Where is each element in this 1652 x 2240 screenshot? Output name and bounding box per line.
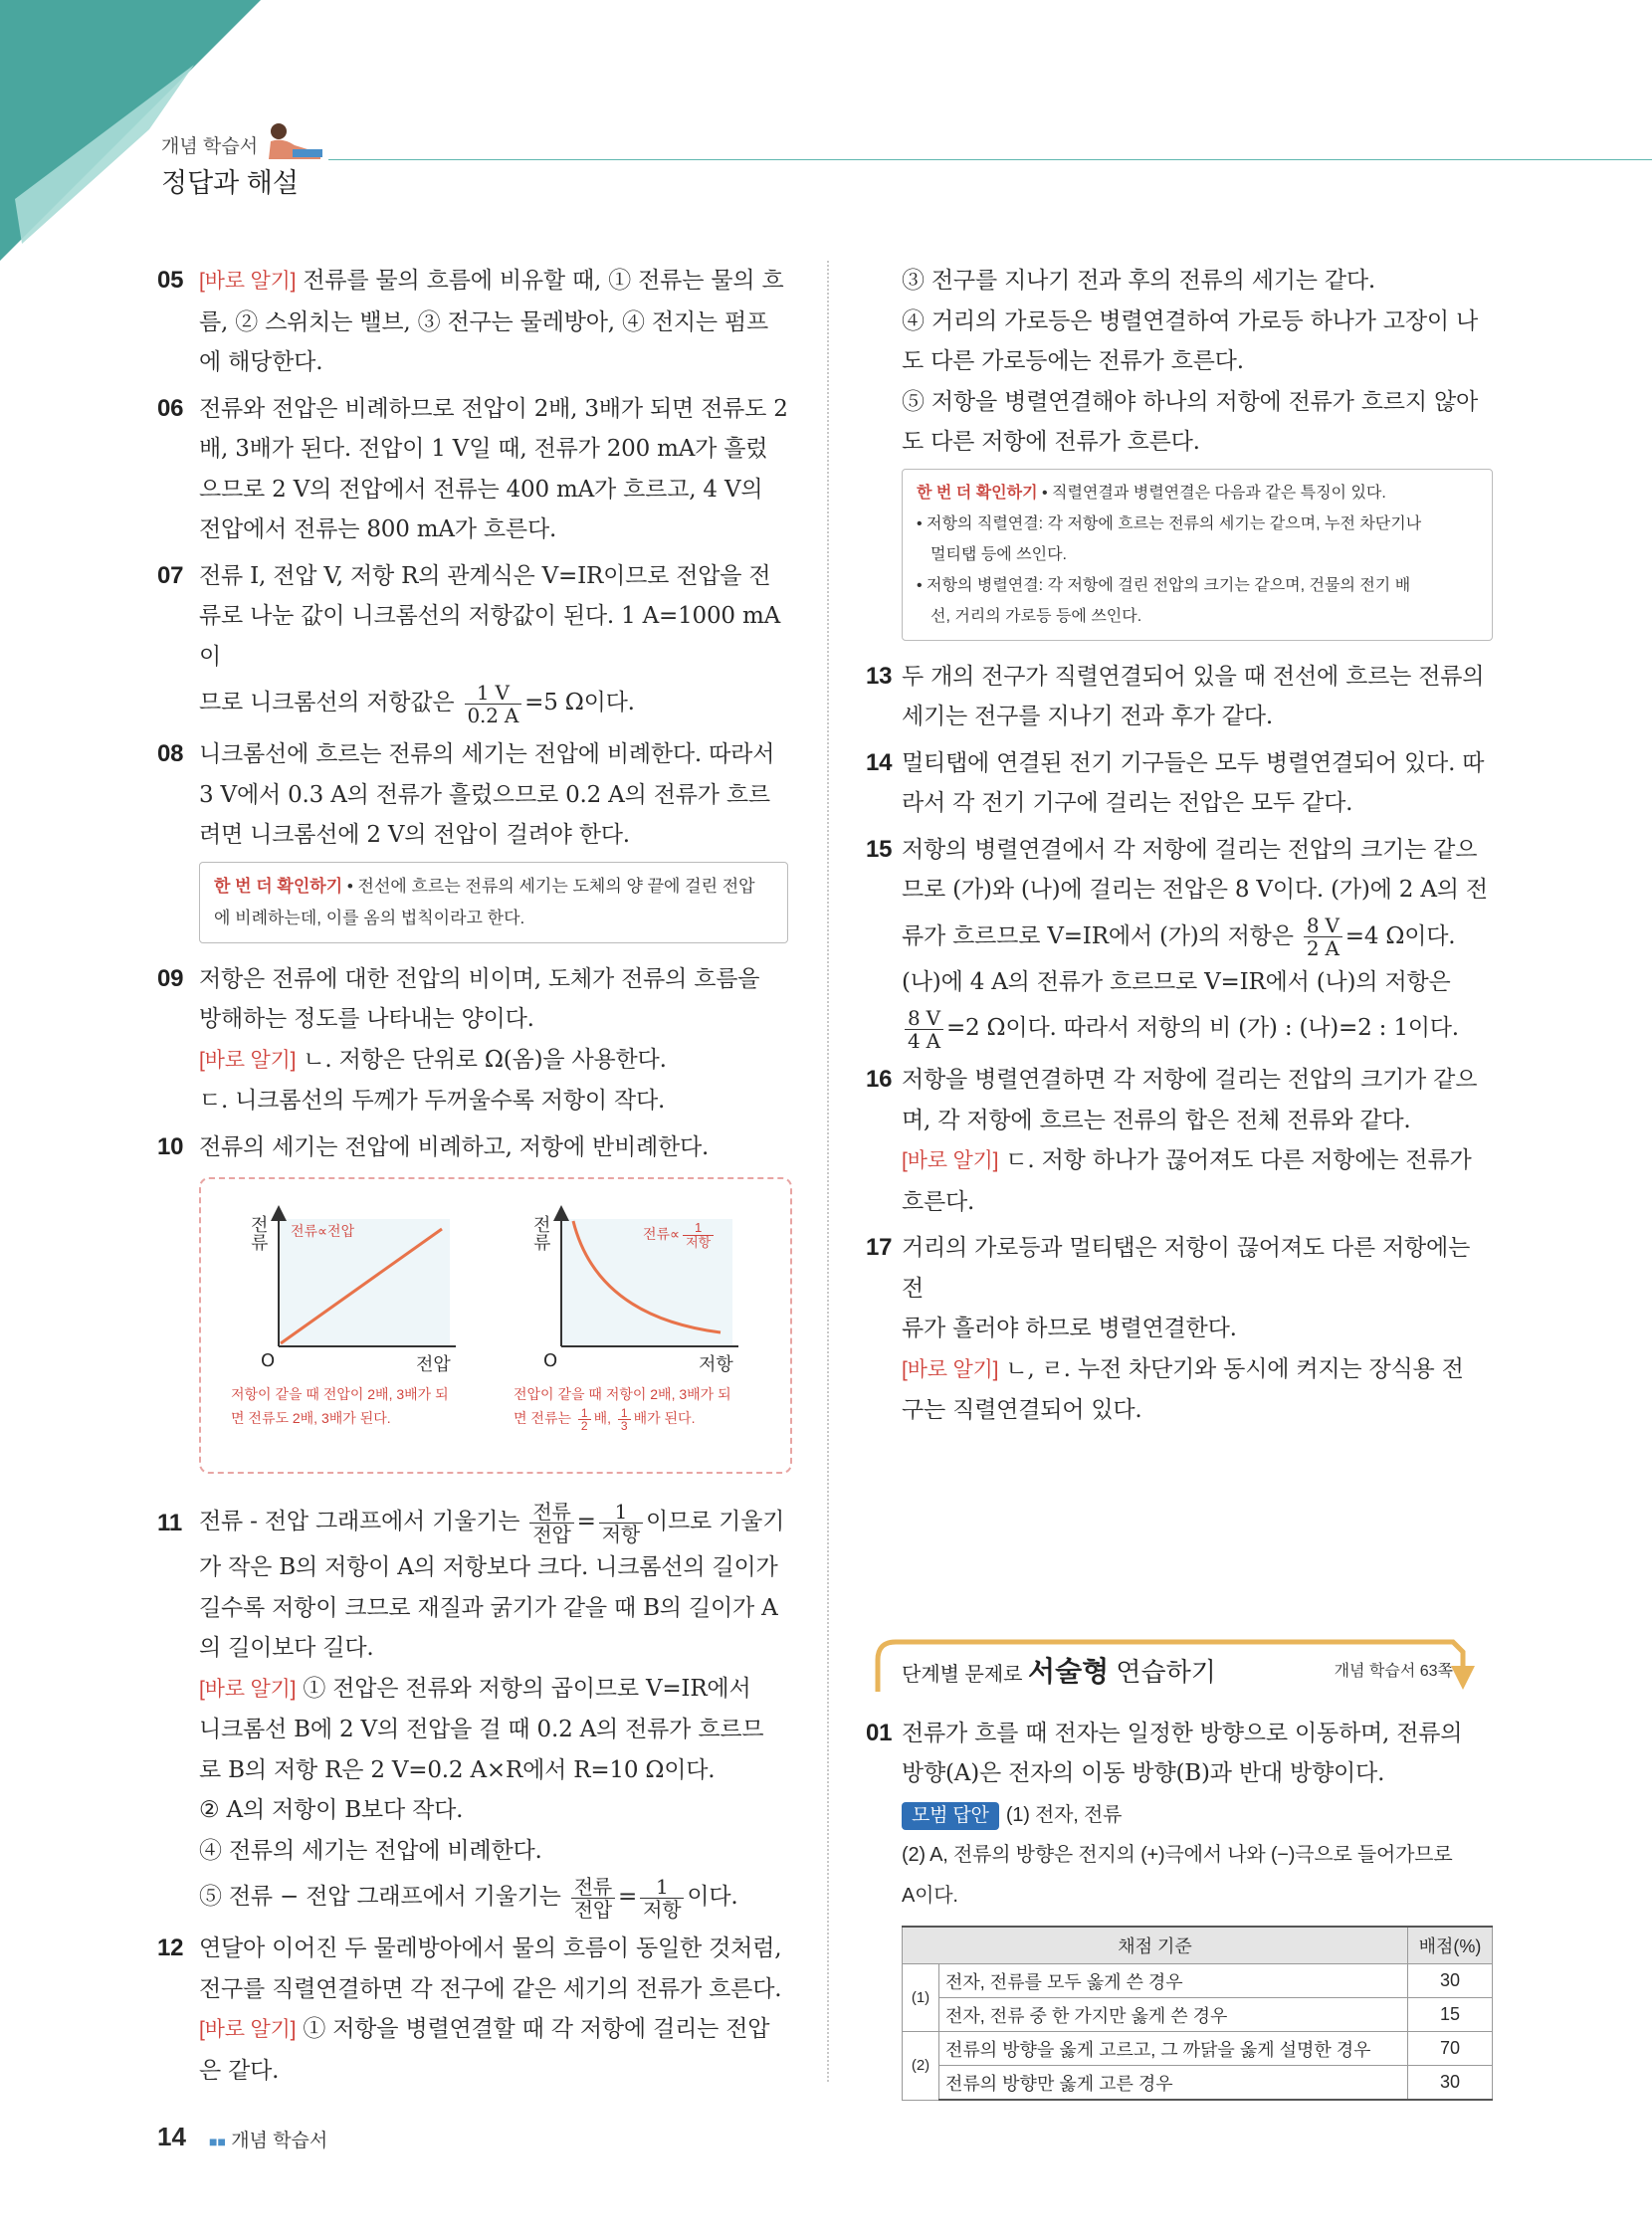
header-line: [328, 159, 1652, 160]
text-line: ⑤ 저항을 병렬연결해야 하나의 저항에 전류가 흐르지 않아: [902, 388, 1478, 415]
answer-09: [157, 959, 788, 1121]
relation-label: 전류∝ $\frac{1}{\text{저항}}$: [643, 1221, 717, 1250]
footer-label: ■■ 개념 학습서: [209, 2131, 328, 2151]
answer-06: [157, 389, 788, 550]
table-row: 전류의 방향만 옳게 고른 경우 30: [903, 2066, 1493, 2101]
answer-10: [157, 1127, 788, 1168]
caption: 전압이 같을 때 저항이 2배, 3배가 되 면 전류는 $\frac{1}{2}$ 배, $\frac{1}{3}$ 배가 된다.: [514, 1386, 731, 1433]
text-line: 전류와 전압은 비례하므로 전압이 2배, 3배가 되면 전류도 2: [199, 395, 788, 422]
answer-16: 16 저항을 병렬연결하면 각 저항에 걸리는 전압의 크기가 같으 며, 각 저항에 흐르는 전류의 합은 전체 전류와 같다. [바로 알기] ㄷ. 저항 하나가 끊어져도 다른 저항에는 전류가 흐른다.: [866, 1060, 1493, 1222]
header-subtitle: 개념 학습서: [161, 136, 259, 157]
text-line: ④ 거리의 가로등은 병렬연결하여 가로등 하나가 고장이 나: [902, 307, 1478, 334]
text-line: 니크롬선 B에 2 V의 전압을 걸 때 0.2 A의 전류가 흐르므: [199, 1717, 764, 1742]
correct-tag: [바로 알기]: [199, 1677, 297, 1701]
text-line: 류로 나눈 값이 니크롬선의 저항값이 된다. 1 A=1000 mA이: [199, 603, 780, 670]
answer-11: 11 전류 - 전압 그래프에서 기울기는 $\frac{\text{전류}}{\text{전압}}$ = $\frac{1}{\text{저항}}$ 이므로 기울기 가 작은 B의 저항이 A의 저항보다 크다. 니크롬선의 길이가 길수록 저항이 크므로 재질과 굵기가 같을 때 B의 길이가 A 의 길이보다 길다. [바로 알기] ① 전압은 전류와 저항의 곱이므로 V=IR에서 니크롬선 B에 2 V의 전압을 걸 때 0.2 A의 전류가 흐르므 로 B의 저항 R은 2 V=0.2 A×R에서 R=10 Ω이다. ② A의 저항이 B보다 작다. ④ 전류의 세기는 전압에 비례한다. ⑤ 전류 − 전압 그래프에서 기울기는 $\frac{\text{전류}}{\text{전압}}$ = $\frac{1}{\text{저항}}$ 이다.: [157, 1496, 788, 1923]
answer-14: 14 멀티탭에 연결된 전기 기구들은 모두 병렬연결되어 있다. 따 라서 각 전기 기구에 걸리는 전압은 모두 같다.: [866, 743, 1493, 824]
relation-label: 전류∝전압: [291, 1223, 355, 1239]
column-divider: [827, 261, 829, 2082]
correct-tag: [바로 알기]: [199, 1048, 297, 1072]
text-line: =5 Ω이다.: [524, 690, 635, 715]
text-line: 배, 3배가 된다. 전압이 1 V일 때, 전류가 200 mA가 흘렀: [199, 436, 768, 462]
answer-17: 17 거리의 가로등과 멀티탭은 저항이 끊어져도 다른 저항에는 전 류가 흘러야 하므로 병렬연결한다. [바로 알기] ㄴ, ㄹ. 누전 차단기와 동시에 켜지는 장식용 전 구는 직렬연결되어 있다.: [866, 1228, 1493, 1431]
text-line: 3 V에서 0.3 A의 전류가 흘렀으므로 0.2 A의 전류가 흐르: [199, 781, 770, 808]
text-line: 니크롬선에 흐르는 전류의 세기는 전압에 비례한다. 따라서: [199, 741, 775, 767]
item-number: 17: [866, 1234, 893, 1261]
item-number: 05: [157, 267, 184, 294]
y-axis-label: 전류: [533, 1215, 551, 1254]
answer-13: 13 두 개의 전구가 직렬연결되어 있을 때 전선에 흐르는 전류의 세기는 전구를 지나기 전과 후가 같다.: [866, 657, 1493, 737]
text-line: 전류의 세기는 전압에 비례하고, 저항에 반비례한다.: [199, 1133, 710, 1160]
scoring-table: [902, 1926, 1493, 2101]
reading-person-icon: [261, 119, 330, 161]
left-column: [157, 261, 788, 2097]
page-number: 14: [157, 2122, 186, 2151]
origin-label: O: [543, 1350, 558, 1371]
model-answer-badge: 모범 답안: [902, 1802, 999, 1830]
check-box: 한 번 더 확인하기 • 직렬연결과 병렬연결은 다음과 같은 특징이 있다. • 저항의 직렬연결: 각 저항에 흐르는 전류의 세기는 같으며, 누전 차단기나 멀티탭 등에 쓰인다. • 저항의 병렬연결: 각 저항에 걸린 전압의 크기는 같으며, 건물의 전기 배 선, 거리의 가로등 등에 쓰인다.: [902, 469, 1493, 641]
item-number: 06: [157, 394, 184, 422]
item-number: 12: [157, 1935, 184, 1961]
text-line: 방해하는 정도를 나타내는 양이다.: [199, 1006, 534, 1032]
correct-tag: [바로 알기]: [199, 2018, 297, 2041]
correct-tag: [바로 알기]: [902, 1357, 999, 1381]
answer-05: [157, 261, 788, 383]
text-line: 가 작은 B의 저항이 A의 저항보다 크다. 니크롬선의 길이가: [199, 1554, 778, 1580]
item-number: 01: [866, 1719, 893, 1746]
item-number: 15: [866, 835, 893, 863]
item-number: 14: [866, 748, 893, 776]
section-header: [866, 1636, 1483, 1696]
answer-08: [157, 734, 788, 856]
item-number: 09: [157, 964, 184, 992]
answer-12-cont: [866, 261, 1493, 463]
text-line: 의 길이보다 길다.: [199, 1635, 374, 1661]
fraction: $\frac{1 V}{0.2 A}$: [465, 682, 522, 726]
text-line: ㄷ. 니크롬선의 두께가 두꺼울수록 저항이 작다.: [199, 1088, 666, 1114]
text-line: 전류를 물의 흐름에 비유할 때, ① 전류는 물의 흐: [303, 268, 784, 294]
x-axis-label: 전압: [416, 1354, 451, 1375]
caption: 저항이 같을 때 전압이 2배, 3배가 되 면 전류도 2배, 3배가 된다.: [231, 1386, 449, 1426]
text-line: ㄴ. 저항은 단위로 Ω(옴)을 사용한다.: [296, 1046, 667, 1073]
table-row: (2) 전류의 방향을 옳게 고르고, 그 까닭을 옳게 설명한 경우 70: [903, 2032, 1493, 2066]
item-number: 10: [157, 1132, 184, 1160]
table-row: 전자, 전류 중 한 가지만 옳게 쓴 경우 15: [903, 1998, 1493, 2032]
section-reference: 개념 학습서 63쪽: [1334, 1662, 1453, 1680]
right-column: [866, 261, 1493, 2101]
origin-label: O: [261, 1350, 276, 1371]
table-row: (1) 전자, 전류를 모두 옳게 쓴 경우 30: [903, 1964, 1493, 1998]
correct-tag: [바로 알기]: [902, 1149, 999, 1172]
text-line: ④ 전류의 세기는 전압에 비례한다.: [199, 1837, 542, 1864]
answer-15: 15 저항의 병렬연결에서 각 저항에 걸리는 전압의 크기는 같으 므로 (가)와 (나)에 걸리는 전압은 8 V이다. (가)에 2 A의 전 류가 흐르므로 V=IR에서 (가)의 저항은 $\frac{8 V}{2 A}$ =4 Ω이다. (나)에 4 A의 전류가 흐르므로 V=IR에서 (나)의 저항은 $\frac{8 V}{4 A}$ =2 Ω이다. 따라서 저항의 비 (가) : (나)=2 : 1이다.: [866, 830, 1493, 1055]
text-line: 길수록 저항이 크므로 재질과 굵기가 같을 때 B의 길이가 A: [199, 1594, 778, 1621]
text-line: ③ 전구를 지나기 전과 후의 전류의 세기는 같다.: [902, 268, 1376, 294]
item-number: 11: [157, 1510, 182, 1536]
text-line: 에 비례하는데, 이를 옴의 법칙이라고 한다.: [214, 908, 525, 927]
answer-s01: 01 전류가 흐를 때 전자는 일정한 방향으로 이동하며, 전류의 방향(A)은 전자의 이동 방향(B)과 반대 방향이다. 모범 답안 (1) 전자, 전류 (2) A, 전류의 방향은 전지의 (+)극에서 나와 (−)극으로 들어가므로 A이다.: [866, 1714, 1493, 1917]
header-title: 정답과 해설: [161, 168, 299, 198]
text-line: 로 B의 저항 R은 2 V=0.2 A×R에서 R=10 Ω이다.: [199, 1756, 716, 1783]
text-line: 저항은 전류에 대한 전압의 비이며, 도체가 전류의 흐름을: [199, 965, 760, 992]
text-line: 에 해당한다.: [199, 349, 323, 375]
item-number: 08: [157, 740, 184, 767]
text-line: 연달아 이어진 두 물레방아에서 물의 흐름이 동일한 것처럼,: [199, 1935, 782, 1961]
text-line: 은 같다.: [199, 2057, 280, 2084]
section-title: 단계별 문제로 서술형 연습하기: [902, 1655, 1216, 1687]
answer-07: [157, 556, 788, 729]
text-line: 전류 I, 전압 V, 저항 R의 관계식은 V=IR이므로 전압을 전: [199, 562, 771, 589]
text-line: 도 다른 가로등에는 전류가 흐른다.: [902, 348, 1244, 374]
check-box-title: 한 번 더 확인하기: [917, 484, 1038, 502]
table-header: 채점 기준: [903, 1927, 1408, 1964]
item-number: 16: [866, 1066, 893, 1093]
text-line: 므로 니크롬선의 저항값은: [199, 690, 462, 715]
answer-12: 12 연달아 이어진 두 물레방아에서 물의 흐름이 동일한 것처럼, 전구를 직렬연결하면 각 전구에 같은 세기의 전류가 흐른다. [바로 알기] ① 저항을 병렬연결할 때 각 저항에 걸리는 전압 은 같다.: [157, 1929, 788, 2091]
item-number: 13: [866, 662, 893, 690]
text-line: 으므로 2 V의 전압에서 전류는 400 mA가 흐르고, 4 V의: [199, 476, 763, 503]
graph-box: [199, 1177, 792, 1474]
item-number: 07: [157, 561, 184, 589]
text-line: 전압에서 전류는 800 mA가 흐른다.: [199, 516, 557, 542]
text-line: 름, ② 스위치는 밸브, ③ 전구는 물레방아, ④ 전지는 펌프: [199, 308, 769, 335]
correct-tag: [바로 알기]: [199, 270, 297, 293]
text-line: 전구를 직렬연결하면 각 전구에 같은 세기의 전류가 흐른다.: [199, 1975, 782, 2002]
x-axis-label: 저항: [699, 1354, 733, 1375]
table-header: 배점(%): [1408, 1927, 1493, 1964]
check-box-title: 한 번 더 확인하기: [214, 876, 343, 896]
text-line: ② A의 저항이 B보다 작다.: [199, 1797, 464, 1823]
text-line: • 전선에 흐르는 전류의 세기는 도체의 양 끝에 걸린 전압: [342, 876, 755, 896]
check-box: [199, 862, 788, 943]
y-axis-label: 전류: [251, 1215, 269, 1254]
text-line: 려면 니크롬선에 2 V의 전압이 걸려야 한다.: [199, 822, 630, 848]
text-line: 도 다른 저항에 전류가 흐른다.: [902, 429, 1200, 455]
